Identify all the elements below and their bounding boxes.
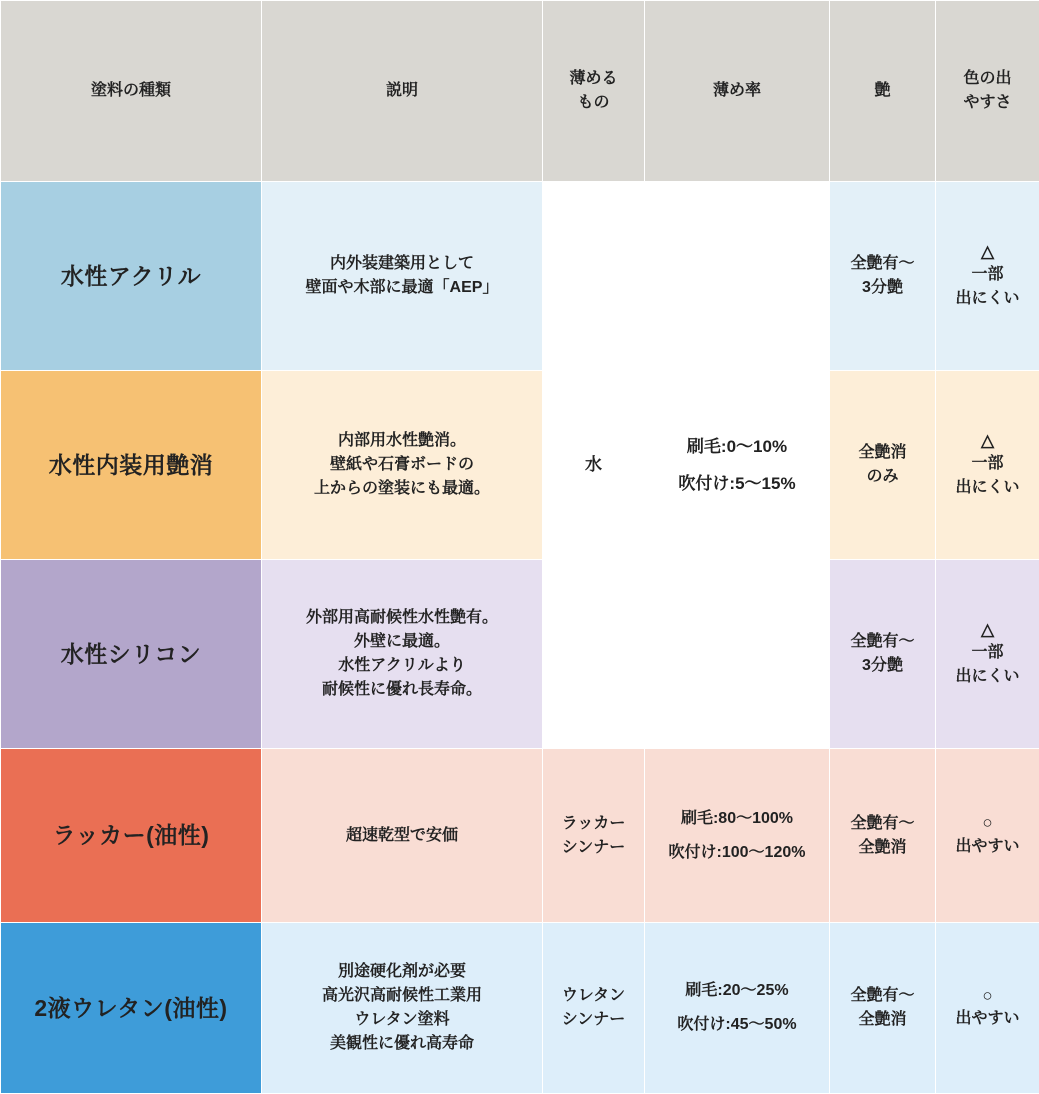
color-ease-line: 出にくい (942, 665, 1033, 689)
color-ease-line: 出やすい (942, 835, 1033, 859)
column-header-gloss: 艶 (830, 1, 936, 182)
description-line: 耐候性に優れ長寿命。 (268, 678, 536, 702)
gloss-line: 全艶消 (836, 1008, 929, 1032)
header-row (1, 1, 1039, 182)
paint-type-name: ラッカー(油性) (1, 749, 262, 923)
description-line: 超速乾型で安価 (268, 824, 536, 848)
circle-mark-icon: ○ (942, 812, 1033, 834)
description-line: 壁紙や石膏ボードの (268, 453, 536, 477)
triangle-mark-icon: △ (942, 430, 1033, 452)
column-header-color-ease-line2: やすさ (942, 91, 1033, 115)
gloss-line: 全艶有〜 (836, 630, 929, 654)
table-row (1, 923, 1039, 1094)
thinner-water-merged: 水 (543, 182, 645, 749)
dilution-rate-line: 刷毛:80〜100% (651, 807, 823, 831)
table-row (1, 371, 1039, 560)
dilution-rate-line: 刷毛:0〜10% (651, 434, 823, 460)
description-line: 水性アクリルより (268, 654, 536, 678)
description-line: 内外装建築用として (268, 252, 536, 276)
paint-description (262, 749, 543, 923)
table-row (1, 560, 1039, 749)
gloss-line: 3分艶 (836, 654, 929, 678)
table-row (1, 182, 1039, 371)
description-line: 内部用水性艶消。 (268, 429, 536, 453)
color-ease-line: 一部 (942, 452, 1033, 476)
description-line: 壁面や木部に最適「AEP」 (268, 276, 536, 300)
column-header-type: 塗料の種類 (1, 1, 262, 182)
description-line: 別途硬化剤が必要 (268, 960, 536, 984)
column-header-color-ease (936, 1, 1039, 182)
gloss-line: 全艶消 (836, 836, 929, 860)
paint-type-name: 水性内装用艶消 (1, 371, 262, 560)
thinner-line: シンナー (549, 1008, 638, 1032)
table-header (1, 1, 1039, 182)
color-ease-line: 出にくい (942, 476, 1033, 500)
thinner-line: シンナー (549, 836, 638, 860)
paint-description (262, 182, 543, 371)
table-body (1, 182, 1039, 1094)
paint-type-name: 水性シリコン (1, 560, 262, 749)
dilution-rate-value (645, 923, 830, 1094)
color-ease-line: 出にくい (942, 287, 1033, 311)
gloss-value (830, 923, 936, 1094)
triangle-mark-icon: △ (942, 241, 1033, 263)
gloss-line: 全艶消 (836, 441, 929, 465)
description-line: ウレタン塗料 (268, 1008, 536, 1032)
triangle-mark-icon: △ (942, 619, 1033, 641)
paint-type-name: 水性アクリル (1, 182, 262, 371)
description-line: 高光沢高耐候性工業用 (268, 984, 536, 1008)
color-ease-line: 一部 (942, 263, 1033, 287)
dilution-rate-line: 吹付け:100〜120% (651, 841, 823, 865)
description-line: 美観性に優れ高寿命 (268, 1032, 536, 1056)
gloss-value (830, 560, 936, 749)
table-row (1, 749, 1039, 923)
color-ease-value (936, 560, 1039, 749)
color-ease-line: 出やすい (942, 1007, 1033, 1031)
paint-description (262, 560, 543, 749)
thinner-value (543, 923, 645, 1094)
description-line: 上からの塗装にも最適。 (268, 477, 536, 501)
gloss-value (830, 749, 936, 923)
dilution-rate-line: 刷毛:20〜25% (651, 979, 823, 1003)
column-header-thinner-line1: 薄める (549, 67, 638, 91)
dilution-rate-water-merged (645, 182, 830, 749)
color-ease-value (936, 371, 1039, 560)
thinner-line: ラッカー (549, 812, 638, 836)
paint-type-name: 2液ウレタン(油性) (1, 923, 262, 1094)
color-ease-value (936, 923, 1039, 1094)
color-ease-line: 一部 (942, 641, 1033, 665)
color-ease-value (936, 749, 1039, 923)
gloss-value (830, 371, 936, 560)
color-ease-value (936, 182, 1039, 371)
dilution-rate-line: 吹付け:45〜50% (651, 1013, 823, 1037)
gloss-line: 全艶有〜 (836, 252, 929, 276)
thinner-line: ウレタン (549, 984, 638, 1008)
column-header-color-ease-line1: 色の出 (942, 67, 1033, 91)
description-line: 外部用高耐候性水性艶有。 (268, 606, 536, 630)
paint-description (262, 371, 543, 560)
column-header-thinner-line2: もの (549, 91, 638, 115)
circle-mark-icon: ○ (942, 985, 1033, 1007)
column-header-thinner (543, 1, 645, 182)
column-header-description: 説明 (262, 1, 543, 182)
thinner-value (543, 749, 645, 923)
description-line: 外壁に最適。 (268, 630, 536, 654)
paint-description (262, 923, 543, 1094)
dilution-rate-value (645, 749, 830, 923)
dilution-rate-line: 吹付け:5〜15% (651, 471, 823, 497)
gloss-line: 全艶有〜 (836, 812, 929, 836)
column-header-dilution-rate: 薄め率 (645, 1, 830, 182)
gloss-value (830, 182, 936, 371)
gloss-line: 3分艶 (836, 276, 929, 300)
gloss-line: のみ (836, 465, 929, 489)
gloss-line: 全艶有〜 (836, 984, 929, 1008)
